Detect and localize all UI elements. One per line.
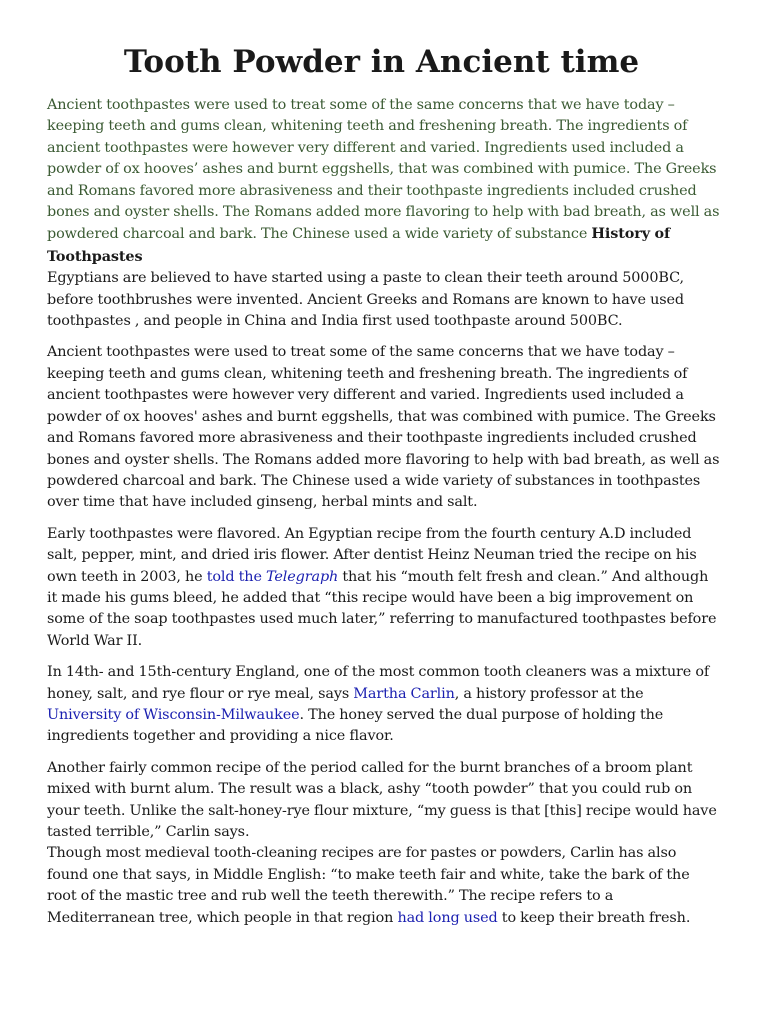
telegraph-link[interactable] xyxy=(207,569,339,585)
egyptians-paragraph: Egyptians are believed to have started using a paste to clean their teeth around 5000BC, before toothbrushes were invented. Ancient Greeks and Romans are known to have used toothpastes , and people in China and India first used toothpaste around 500BC. xyxy=(47,270,684,330)
early-text-after: that his “mouth felt fresh and clean.” And although it made his gums bleed, he added that “this recipe would have been a big improvement on some of the soap toothpastes used much later,” referring to manufactured toothpastes before World War II. xyxy=(47,568,717,649)
england-text-before: In 14th- and 15th-century England, one of the most common tooth cleaners was a mixture of honey, salt, and rye flour or rye meal, says xyxy=(47,664,710,702)
had-long-used-link[interactable]: had long used xyxy=(397,909,498,926)
telegraph-link-text: told the xyxy=(206,568,267,585)
medieval-paragraph xyxy=(47,843,720,929)
medieval-text-before: Though most medieval tooth-cleaning recipes are for pastes or powders, Carlin has also found one that says, in Middle English: “to make teeth fair and white, take the bark of the root of the mastic tree and rub well the teeth therewith.” The recipe refers to a Mediterranean tree, which people in that region xyxy=(47,845,690,926)
england-text-middle: , a history professor at the xyxy=(454,685,644,702)
medieval-text-after: to keep their breath fresh. xyxy=(497,909,691,926)
early-toothpastes-paragraph xyxy=(47,524,720,652)
uwm-link[interactable]: University of Wisconsin-Milwaukee xyxy=(47,706,300,723)
england-paragraph xyxy=(47,662,720,748)
martha-carlin-link[interactable]: Martha Carlin xyxy=(353,685,455,702)
page-title: Tooth Powder in Ancient time xyxy=(123,44,640,80)
intro-text: Ancient toothpastes were used to treat some of the same concerns that we have today – keeping teeth and gums clean, whitening teeth and freshening breath. The ingredients of ancient toothpastes were however very different and varied. Ingredients used included a powder of ox hooves’ ashes and burnt eggshells, that was combined with pumice. The Greeks and Romans favored more abrasiveness and their toothpaste ingredients included crushed bones and oyster shells. The Romans added more flavoring to help with bad breath, as well as powdered charcoal and bark. The Chinese used a wide variety of substance xyxy=(47,97,720,243)
intro-paragraph xyxy=(47,95,720,268)
england-text-after: . The honey served the dual purpose of holding the ingredients together and providing a nice flavor. xyxy=(47,706,664,745)
ancient-toothpastes-paragraph: Ancient toothpastes were used to treat some of the same concerns that we have today – keeping teeth and gums clean, whitening teeth and freshening breath. The ingredients of ancient toothpastes were however very different and varied. Ingredients used included a powder of ox hooves' ashes and burnt eggshells, that was combined with pumice. The Greeks and Romans favored more abrasiveness and their toothpaste ingredients included crushed bones and oyster shells. The Romans added more flavoring to help with bad breath, as well as powdered charcoal and bark. The Chinese used a wide variety of substances in toothpastes over time that have included ginseng, herbal mints and salt. xyxy=(47,344,720,511)
broom-paragraph: Another fairly common recipe of the period called for the burnt branches of a broom plant mixed with burnt alum. The result was a black, ashy “tooth powder” that you could rub on your teeth. Unlike the salt-honey-rye flour mixture, “my guess is that [this] recipe would have tasted terrible,” Carlin says. xyxy=(47,759,717,840)
history-heading: History of Toothpastes xyxy=(47,225,671,265)
early-text-before: Early toothpastes were flavored. An Egyptian recipe from the fourth century A.D included salt, pepper, mint, and dried iris flower. After dentist Heinz Neuman tried the recipe on his own teeth in 2003, he xyxy=(47,525,697,585)
telegraph-link-italic: Telegraph xyxy=(266,568,339,585)
